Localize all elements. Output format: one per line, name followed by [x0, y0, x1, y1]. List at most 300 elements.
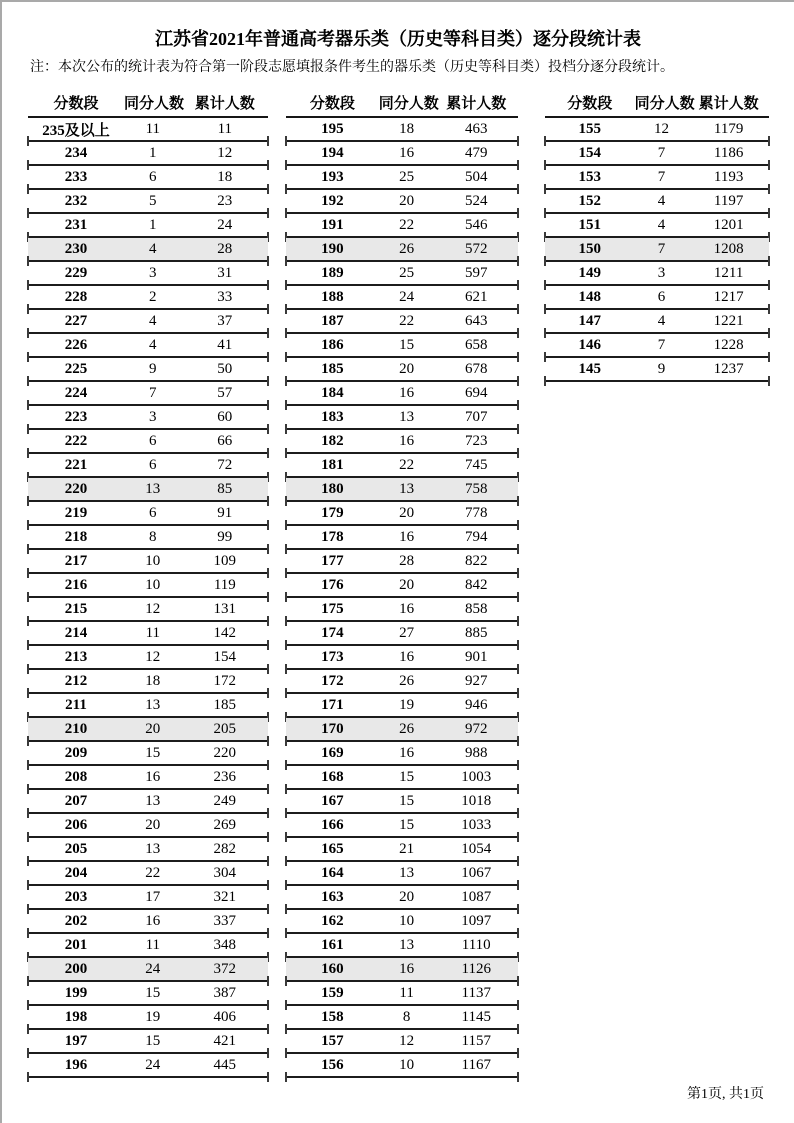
count-cell: 6: [149, 168, 157, 185]
score-cell: 230: [64, 240, 88, 257]
table-row: [28, 1030, 268, 1054]
score-cell: 145: [578, 360, 602, 377]
count-cell: 20: [399, 576, 415, 593]
table-row: [286, 790, 518, 814]
cum-cell: 778: [464, 504, 488, 521]
cum-cell: 707: [464, 408, 488, 425]
cum-cell: 1033: [461, 816, 492, 833]
cum-cell: 31: [217, 264, 233, 281]
table-row: [286, 766, 518, 790]
score-cell: 192: [321, 192, 344, 209]
cum-cell: 66: [217, 432, 233, 449]
cum-cell: 822: [464, 552, 488, 569]
count-cell: 28: [399, 552, 415, 569]
cum-cell: 85: [217, 480, 233, 497]
score-cell: 194: [321, 144, 344, 161]
cum-cell: 972: [464, 720, 488, 737]
table-row: [28, 358, 268, 382]
cum-cell: 1145: [461, 1008, 491, 1025]
score-cell: 171: [321, 696, 344, 713]
score-cell: 176: [321, 576, 344, 593]
score-cell: 175: [321, 600, 344, 617]
table-row: [28, 166, 268, 190]
cum-cell: 91: [217, 504, 233, 521]
table-row: [28, 670, 268, 694]
score-cell: 163: [321, 888, 344, 905]
score-cell: 185: [321, 360, 344, 377]
count-cell: 16: [145, 768, 161, 785]
table-row: [28, 814, 268, 838]
column-header: 累计人数: [194, 96, 255, 112]
count-cell: 26: [399, 672, 415, 689]
table-row: [28, 1054, 268, 1078]
column-header: 分数段: [567, 96, 613, 112]
score-cell: 214: [64, 624, 88, 641]
cum-cell: 220: [213, 744, 237, 761]
count-cell: 20: [399, 504, 415, 521]
count-cell: 13: [399, 864, 415, 881]
count-cell: 1: [149, 144, 157, 161]
score-cell: 231: [64, 216, 88, 233]
table-row: [286, 166, 518, 190]
score-cell: 204: [64, 864, 88, 881]
cum-cell: 1126: [461, 960, 491, 977]
table-row: [286, 574, 518, 598]
score-cell: 191: [321, 216, 344, 233]
table-row: [28, 958, 268, 982]
table-row: [286, 382, 518, 406]
score-cell: 181: [321, 456, 344, 473]
score-cell: 220: [64, 480, 88, 497]
count-cell: 20: [145, 720, 161, 737]
count-cell: 20: [399, 192, 415, 209]
score-cell: 198: [64, 1008, 88, 1025]
cum-cell: 1217: [713, 288, 744, 305]
table-row: [28, 238, 268, 262]
cum-cell: 269: [213, 816, 237, 833]
score-cell: 213: [64, 648, 88, 665]
count-cell: 27: [399, 624, 415, 641]
count-cell: 24: [145, 960, 161, 977]
table-row: [545, 262, 769, 286]
table-row: [286, 646, 518, 670]
count-cell: 13: [145, 480, 161, 497]
score-cell: 150: [578, 240, 602, 257]
table-row: [28, 142, 268, 166]
table-row: [286, 598, 518, 622]
cum-cell: 99: [217, 528, 233, 545]
count-cell: 4: [149, 336, 157, 353]
score-cell: 168: [321, 768, 344, 785]
table-row: [286, 478, 518, 502]
cum-cell: 988: [464, 744, 488, 761]
table-row: [545, 190, 769, 214]
score-cell: 216: [64, 576, 88, 593]
column-header: 同分人数: [378, 96, 439, 112]
cum-cell: 723: [464, 432, 488, 449]
score-cell: 225: [64, 360, 88, 377]
table-header-row: [545, 88, 769, 118]
cum-cell: 131: [213, 600, 237, 617]
table-row: [286, 910, 518, 934]
cum-cell: 1193: [713, 168, 744, 185]
cum-cell: 445: [213, 1056, 237, 1073]
score-cell: 184: [321, 384, 344, 401]
count-cell: 13: [399, 936, 415, 953]
table-row: [545, 358, 769, 382]
cum-cell: 119: [213, 576, 236, 593]
table-row: [286, 1030, 518, 1054]
table-row: [286, 550, 518, 574]
score-cell: 173: [321, 648, 344, 665]
count-cell: 11: [145, 624, 161, 641]
score-cell: 223: [64, 408, 88, 425]
cum-cell: 11: [217, 120, 233, 137]
cum-cell: 524: [464, 192, 488, 209]
cum-cell: 18: [217, 168, 233, 185]
count-cell: 16: [399, 528, 415, 545]
count-cell: 15: [399, 816, 415, 833]
column-header: 同分人数: [634, 96, 695, 112]
cum-cell: 72: [217, 456, 233, 473]
table-row: [286, 262, 518, 286]
score-cell: 203: [64, 888, 88, 905]
count-cell: 1: [149, 216, 157, 233]
cum-cell: 50: [217, 360, 233, 377]
count-cell: 4: [149, 240, 157, 257]
cum-cell: 1167: [461, 1056, 491, 1073]
score-cell: 166: [321, 816, 344, 833]
cum-cell: 546: [464, 216, 488, 233]
cum-cell: 858: [464, 600, 488, 617]
table-row: [28, 790, 268, 814]
score-cell: 182: [321, 432, 344, 449]
table-row: [545, 214, 769, 238]
table-row: [286, 358, 518, 382]
score-cell: 156: [321, 1056, 344, 1073]
cum-cell: 12: [217, 144, 233, 161]
count-cell: 7: [657, 144, 666, 161]
cum-cell: 1003: [461, 768, 492, 785]
count-cell: 16: [399, 960, 415, 977]
count-cell: 15: [145, 744, 161, 761]
score-cell: 197: [64, 1032, 88, 1049]
cum-cell: 1110: [461, 936, 491, 953]
table-row: [28, 838, 268, 862]
count-cell: 15: [145, 1032, 161, 1049]
cum-cell: 185: [213, 696, 237, 713]
cum-cell: 1211: [713, 264, 744, 281]
table-row: [28, 910, 268, 934]
cum-cell: 745: [464, 456, 488, 473]
count-cell: 22: [399, 216, 415, 233]
table-row: [286, 1006, 518, 1030]
score-cell: 202: [64, 912, 88, 929]
score-cell: 227: [64, 312, 88, 329]
cum-cell: 901: [464, 648, 488, 665]
count-cell: 9: [149, 360, 157, 377]
count-cell: 4: [657, 216, 666, 233]
cum-cell: 37: [217, 312, 233, 329]
score-cell: 155: [578, 120, 602, 137]
score-cell: 195: [321, 120, 344, 137]
score-cell: 146: [578, 336, 602, 353]
count-cell: 13: [145, 840, 161, 857]
table-row: [28, 1006, 268, 1030]
score-cell: 224: [64, 384, 88, 401]
table-row: [28, 934, 268, 958]
score-cell: 190: [321, 240, 344, 257]
count-cell: 17: [145, 888, 161, 905]
score-cell: 226: [64, 336, 88, 353]
cum-cell: 794: [464, 528, 488, 545]
count-cell: 6: [149, 504, 157, 521]
table-row: [28, 550, 268, 574]
cum-cell: 643: [464, 312, 488, 329]
score-cell: 228: [64, 288, 88, 305]
count-cell: 24: [399, 288, 415, 305]
count-cell: 10: [145, 576, 161, 593]
cum-cell: 1197: [713, 192, 744, 209]
score-cell: 159: [321, 984, 344, 1001]
table-row: [545, 166, 769, 190]
score-cell: 180: [321, 480, 344, 497]
table-row: [28, 430, 268, 454]
cum-cell: 1137: [461, 984, 491, 1001]
cum-cell: 154: [213, 648, 237, 665]
table-row: [286, 406, 518, 430]
score-cell: 151: [578, 216, 602, 233]
count-cell: 15: [399, 768, 415, 785]
table-row: [28, 622, 268, 646]
cum-cell: 304: [213, 864, 237, 881]
table-row: [286, 958, 518, 982]
count-cell: 3: [149, 408, 157, 425]
cum-cell: 24: [217, 216, 233, 233]
count-cell: 4: [657, 192, 666, 209]
score-cell: 207: [64, 792, 88, 809]
cum-cell: 1097: [461, 912, 492, 929]
table-row: [28, 454, 268, 478]
count-cell: 7: [657, 240, 666, 257]
count-cell: 18: [145, 672, 161, 689]
cum-cell: 1186: [713, 144, 744, 161]
cum-cell: 885: [464, 624, 488, 641]
score-table-1: [28, 88, 268, 1078]
count-cell: 22: [399, 312, 415, 329]
cum-cell: 1067: [461, 864, 492, 881]
score-cell: 209: [64, 744, 88, 761]
count-cell: 16: [399, 648, 415, 665]
count-cell: 7: [149, 384, 157, 401]
cum-cell: 41: [217, 336, 233, 353]
page-note: 注：本次公布的统计表为符合第一阶段志愿填报条件考生的器乐类（历史等科目类）投档分逐分段统计。: [30, 60, 674, 75]
cum-cell: 142: [213, 624, 237, 641]
count-cell: 26: [399, 240, 415, 257]
score-cell: 200: [64, 960, 88, 977]
cum-cell: 1201: [713, 216, 744, 233]
column-header: 累计人数: [446, 96, 507, 112]
cum-cell: 421: [213, 1032, 237, 1049]
score-cell: 199: [64, 984, 88, 1001]
cum-cell: 1237: [713, 360, 744, 377]
count-cell: 20: [399, 888, 415, 905]
table-row: [545, 118, 769, 142]
count-cell: 3: [149, 264, 157, 281]
count-cell: 20: [145, 816, 161, 833]
cum-cell: 694: [464, 384, 488, 401]
table-row: [286, 286, 518, 310]
count-cell: 15: [399, 792, 415, 809]
score-cell: 221: [64, 456, 88, 473]
count-cell: 10: [399, 912, 415, 929]
score-cell: 229: [64, 264, 88, 281]
column-header: 分数段: [309, 96, 355, 112]
score-cell: 189: [321, 264, 344, 281]
table-row: [286, 694, 518, 718]
cum-cell: 1018: [461, 792, 492, 809]
table-row: [28, 574, 268, 598]
count-cell: 10: [399, 1056, 415, 1073]
cum-cell: 236: [213, 768, 237, 785]
count-cell: 19: [145, 1008, 161, 1025]
table-row: [286, 862, 518, 886]
score-cell: 157: [321, 1032, 344, 1049]
cum-cell: 842: [464, 576, 488, 593]
score-table-2: [286, 88, 518, 1078]
score-cell: 183: [321, 408, 344, 425]
count-cell: 15: [145, 984, 161, 1001]
count-cell: 21: [399, 840, 415, 857]
table-row: [28, 718, 268, 742]
score-cell: 205: [64, 840, 88, 857]
table-row: [286, 742, 518, 766]
table-row: [28, 214, 268, 238]
score-cell: 153: [578, 168, 602, 185]
cum-cell: 372: [213, 960, 237, 977]
count-cell: 5: [149, 192, 157, 209]
count-cell: 26: [399, 720, 415, 737]
page-title: 江苏省2021年普通高考器乐类（历史等科目类）逐分段统计表: [155, 29, 641, 49]
score-cell: 232: [64, 192, 88, 209]
table-row: [28, 190, 268, 214]
table-row: [286, 334, 518, 358]
count-cell: 16: [145, 912, 161, 929]
score-cell: 161: [321, 936, 344, 953]
count-cell: 2: [149, 288, 157, 305]
score-cell: 148: [578, 288, 602, 305]
cum-cell: 406: [213, 1008, 237, 1025]
table-row: [28, 526, 268, 550]
count-cell: 22: [145, 864, 161, 881]
cum-cell: 504: [464, 168, 488, 185]
score-table-3: [545, 88, 769, 382]
count-cell: 9: [657, 360, 666, 377]
score-cell: 152: [578, 192, 602, 209]
table-row: [28, 262, 268, 286]
cum-cell: 597: [464, 264, 488, 281]
count-cell: 12: [399, 1032, 415, 1049]
score-cell: 154: [578, 144, 602, 161]
table-row: [28, 118, 268, 142]
score-cell: 235及以上: [42, 122, 110, 139]
count-cell: 16: [399, 384, 415, 401]
table-row: [28, 742, 268, 766]
column-header: 累计人数: [698, 96, 759, 112]
count-cell: 12: [145, 648, 161, 665]
score-cell: 222: [64, 432, 88, 449]
count-cell: 6: [149, 456, 157, 473]
table-row: [28, 502, 268, 526]
cum-cell: 387: [213, 984, 237, 1001]
table-row: [286, 214, 518, 238]
table-row: [286, 718, 518, 742]
table-row: [286, 238, 518, 262]
table-row: [545, 286, 769, 310]
score-cell: 234: [64, 144, 88, 161]
count-cell: 11: [145, 936, 161, 953]
score-cell: 147: [578, 312, 602, 329]
cum-cell: 28: [217, 240, 233, 257]
count-cell: 3: [657, 264, 666, 281]
table-header-row: [28, 88, 268, 118]
count-cell: 16: [399, 744, 415, 761]
table-row: [28, 862, 268, 886]
cum-cell: 621: [464, 288, 488, 305]
score-cell: 218: [64, 528, 88, 545]
cum-cell: 1157: [461, 1032, 491, 1049]
table-row: [28, 598, 268, 622]
cum-cell: 109: [213, 552, 237, 569]
table-row: [286, 118, 518, 142]
score-cell: 212: [64, 672, 88, 689]
cum-cell: 572: [464, 240, 488, 257]
cum-cell: 927: [464, 672, 488, 689]
count-cell: 6: [149, 432, 157, 449]
table-row: [286, 142, 518, 166]
score-cell: 217: [64, 552, 88, 569]
table-row: [28, 886, 268, 910]
table-row: [286, 670, 518, 694]
cum-cell: 33: [217, 288, 233, 305]
table-row: [286, 502, 518, 526]
score-cell: 193: [321, 168, 344, 185]
count-cell: 11: [399, 984, 414, 1001]
cum-cell: 1054: [461, 840, 492, 857]
count-cell: 7: [657, 168, 666, 185]
score-cell: 188: [321, 288, 344, 305]
count-cell: 12: [653, 120, 669, 137]
cum-cell: 946: [464, 696, 488, 713]
cum-cell: 463: [464, 120, 488, 137]
score-cell: 158: [321, 1008, 344, 1025]
count-cell: 24: [145, 1056, 161, 1073]
score-cell: 201: [64, 936, 88, 953]
score-cell: 233: [64, 168, 88, 185]
cum-cell: 60: [217, 408, 233, 425]
cum-cell: 57: [217, 384, 233, 401]
score-cell: 177: [321, 552, 344, 569]
count-cell: 16: [399, 144, 415, 161]
table-row: [286, 1054, 518, 1078]
count-cell: 8: [149, 528, 157, 545]
count-cell: 22: [399, 456, 415, 473]
table-row: [28, 646, 268, 670]
table-row: [28, 406, 268, 430]
score-cell: 169: [321, 744, 344, 761]
score-cell: 187: [321, 312, 344, 329]
cum-cell: 1087: [461, 888, 492, 905]
